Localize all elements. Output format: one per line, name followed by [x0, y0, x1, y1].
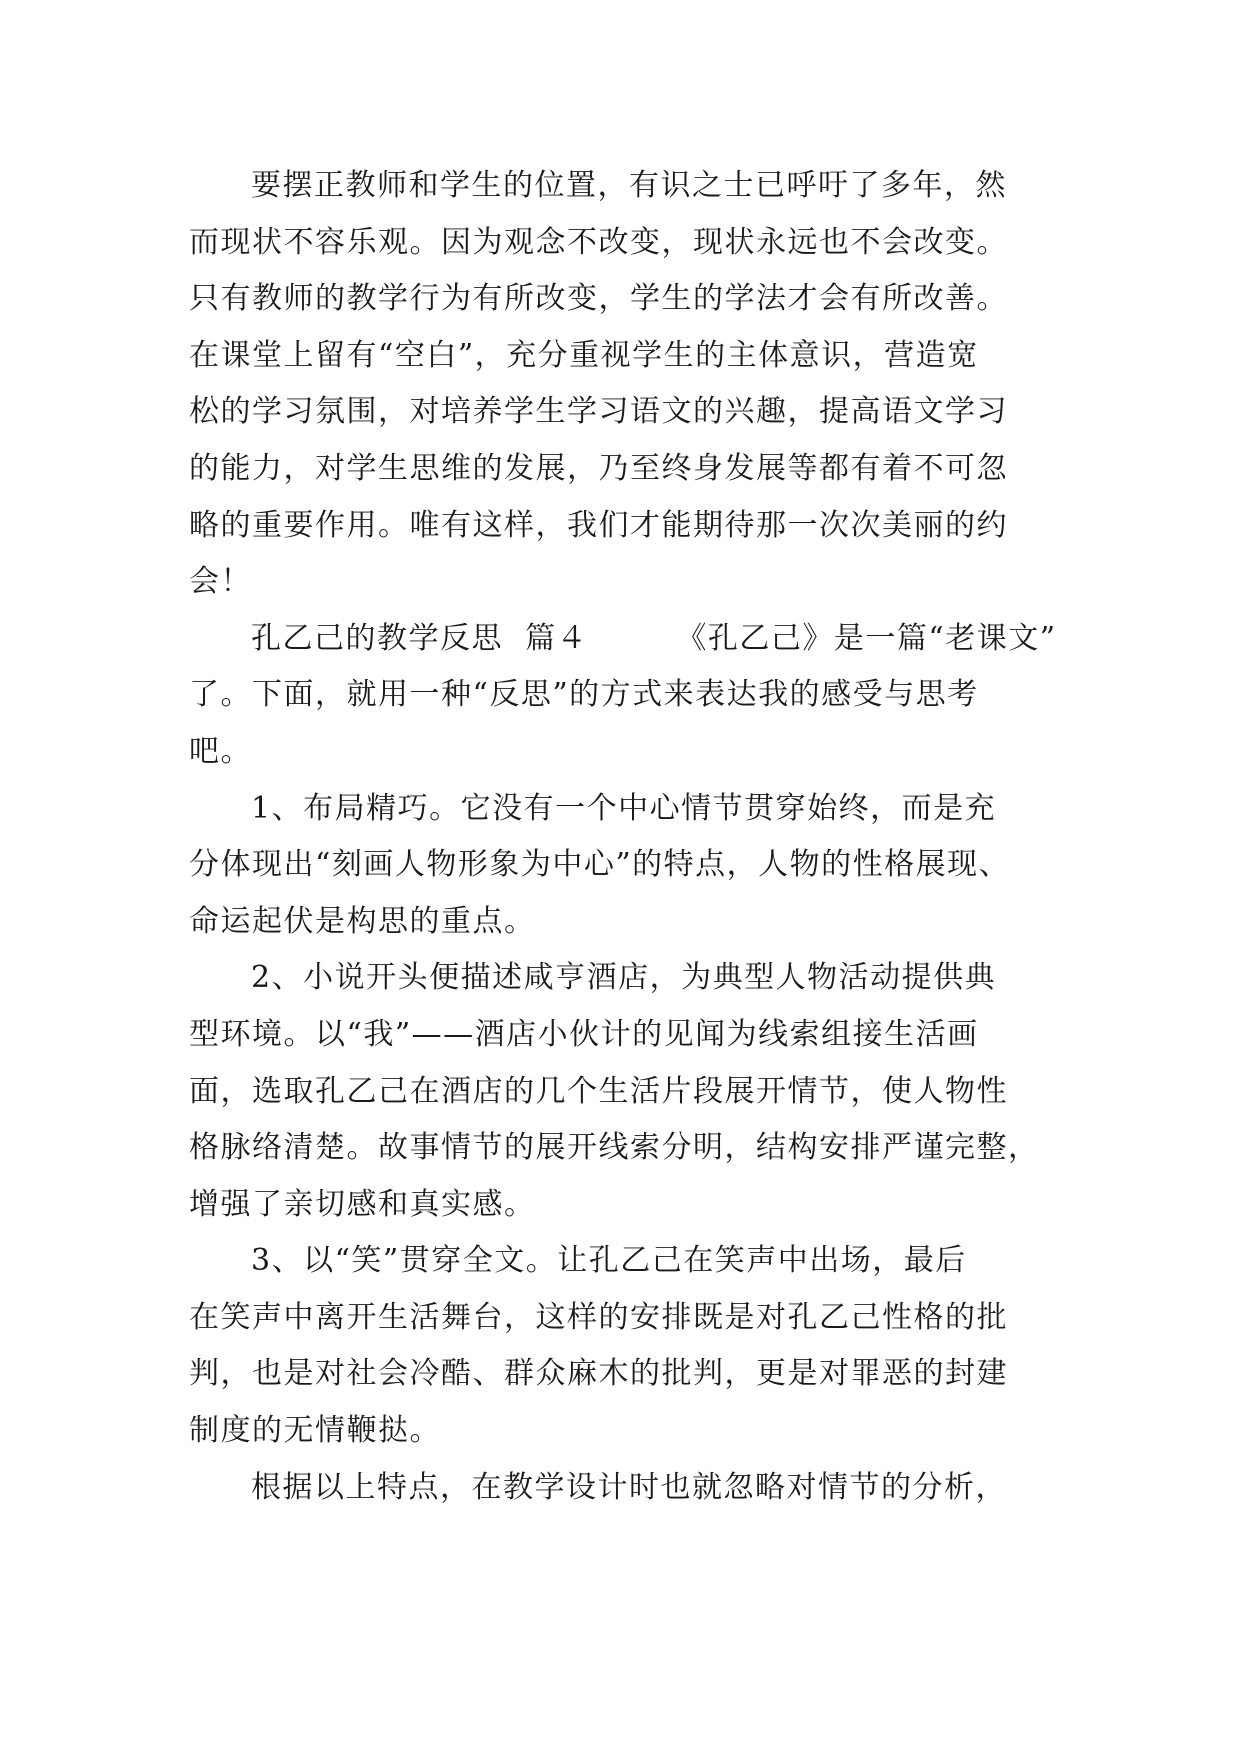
text-line: 增强了亲切感和真实感。 [189, 1186, 536, 1222]
text-line: 只有教师的教学行为有所改变，学生的学法才会有所改善。 [189, 281, 1008, 317]
text-line: 松的学习氛围，对培养学生学习语文的兴趣，提高语文学习 [189, 394, 1008, 430]
text-line: 而现状不容乐观。因为观念不改变，现状永远也不会改变。 [189, 224, 1008, 260]
text-line: 根据以上特点，在教学设计时也就忽略对情节的分析， [251, 1469, 1007, 1505]
text-line: 会！ [189, 564, 252, 600]
text-line: 制度的无情鞭挞。 [189, 1413, 441, 1449]
text-line: 孔乙己的教学反思 篇４ 《孔乙己》是一篇“老课文” [251, 620, 1057, 656]
text-line: 了。下面，就用一种“反思”的方式来表达我的感受与思考 [189, 677, 979, 713]
text-line: 面，选取孔乙己在酒店的几个生活片段展开情节，使人物性 [189, 1073, 1008, 1109]
paragraph-teaching-design [189, 1460, 1057, 1517]
text-line: 在课堂上留有“空白”，充分重视学生的主体意识，营造宽 [189, 337, 979, 373]
text-line: 判，也是对社会冷酷、群众麻木的批判，更是对罪恶的封建 [189, 1356, 1008, 1392]
document-body [189, 158, 1057, 1516]
paragraph-point-2-setting [189, 950, 1057, 1233]
paragraph-point-3-laughter [189, 1233, 1057, 1459]
text-line: 在笑声中离开生活舞台，这样的安排既是对孔乙己性格的批 [189, 1299, 1008, 1335]
paragraph-teacher-student-position [189, 158, 1057, 611]
paragraph-section-heading-4 [189, 611, 1057, 781]
text-line: 命运起伏是构思的重点。 [189, 903, 536, 939]
text-line: 吧。 [189, 733, 252, 769]
text-line: 略的重要作用。唯有这样，我们才能期待那一次次美丽的约 [189, 507, 1008, 543]
text-line: 的能力，对学生思维的发展，乃至终身发展等都有着不可忽 [189, 450, 1008, 486]
text-line: 2、小说开头便描述咸亨酒店，为典型人物活动提供典 [251, 960, 997, 996]
text-line: 型环境。以“我”——酒店小伙计的见闻为线索组接生活画 [189, 1016, 979, 1052]
text-line: 要摆正教师和学生的位置，有识之士已呼吁了多年，然 [251, 168, 1007, 203]
text-line: 1、布局精巧。它没有一个中心情节贯穿始终，而是充 [251, 790, 997, 826]
text-line: 分体现出“刻画人物形象为中心”的特点，人物的性格展现、 [189, 847, 1011, 883]
text-line: 3、以“笑”贯穿全文。让孔乙己在笑声中出场，最后 [251, 1243, 967, 1279]
paragraph-point-1-layout [189, 781, 1057, 951]
text-line: 格脉络清楚。故事情节的展开线索分明，结构安排严谨完整， [189, 1130, 1040, 1166]
